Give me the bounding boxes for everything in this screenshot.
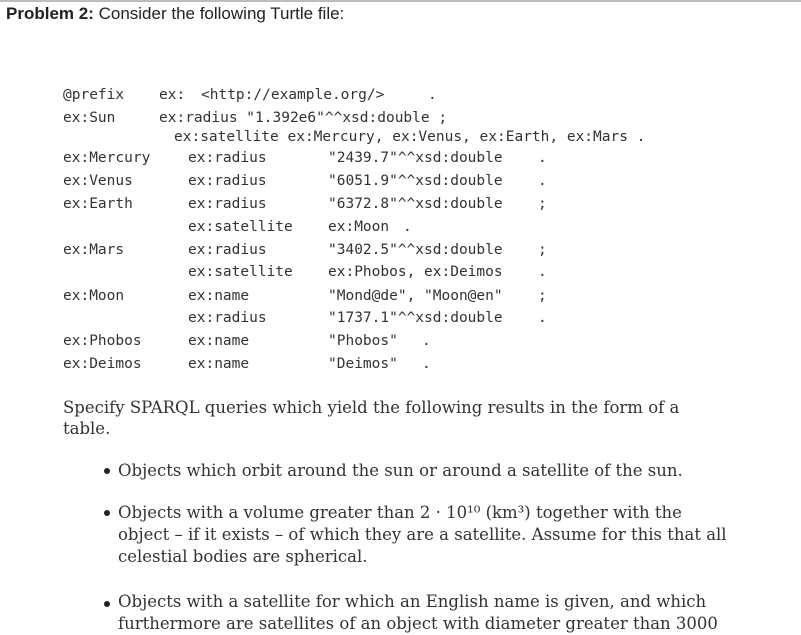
triple-object: "2439.7"^^xsd:double (328, 150, 503, 166)
triple-terminator: . (538, 150, 547, 166)
triple-terminator: . (538, 173, 547, 189)
triple-terminator: . (538, 310, 547, 326)
triple-predicate: ex:satellite (188, 264, 293, 280)
triple-terminator: . (422, 356, 431, 372)
triple-object: ex:Phobos, ex:Deimos (328, 264, 503, 280)
bullet-item-2: Objects with a volume greater than 2 · 10¹⁰ (km³) together with the object – if it exists – of which they are a satellite. Assume for this that all celestial bodies are spherical. (118, 503, 727, 566)
triple-predicate: ex:radius (188, 242, 267, 258)
prefix-name: ex: (159, 87, 186, 103)
sun-radius-line: ex:radius "1.392e6"^^xsd:double ; (159, 110, 448, 126)
triple-terminator: ; (538, 242, 547, 258)
triple-object: "Phobos" (328, 333, 398, 349)
problem-label: Problem 2: (6, 4, 94, 23)
bullet-item-3: Objects with a satellite for which an English name is given, and which furthermore are satellites of an object with diameter greater than 3000 (118, 592, 718, 633)
triple-object: ex:Moon (328, 219, 390, 235)
bullet-item-1: Objects which orbit around the sun or around a satellite of the sun. (118, 461, 683, 480)
bullet-dot (104, 601, 110, 607)
bullet-dot (104, 510, 110, 516)
bullet-dot (104, 468, 110, 474)
triple-predicate: ex:radius (188, 310, 267, 326)
triple-subject: ex:Earth (63, 196, 133, 212)
triple-object: "1737.1"^^xsd:double (328, 310, 503, 326)
triple-predicate: ex:name (188, 288, 250, 304)
triple-object: "3402.5"^^xsd:double (328, 242, 503, 258)
triple-predicate: ex:name (188, 333, 250, 349)
triple-subject: ex:Venus (63, 173, 133, 189)
triple-subject: ex:Phobos (63, 333, 142, 349)
triple-predicate: ex:radius (188, 196, 267, 212)
prefix-keyword: @prefix (63, 87, 125, 103)
triple-object: "Mond@de", "Moon@en" (328, 288, 503, 304)
triple-subject: ex:Deimos (63, 356, 142, 372)
prefix-terminator: . (428, 87, 437, 103)
triple-object: "6372.8"^^xsd:double (328, 196, 503, 212)
triple-object: "Deimos" (328, 356, 398, 372)
problem-text: Consider the following Turtle file: (98, 4, 345, 23)
triple-terminator: ; (538, 288, 547, 304)
triple-terminator: ; (538, 196, 547, 212)
triple-terminator: . (422, 333, 431, 349)
triple-object: "6051.9"^^xsd:double (328, 173, 503, 189)
triple-predicate: ex:satellite (188, 219, 293, 235)
sun-subject: ex:Sun (63, 110, 116, 126)
intro-paragraph: Specify SPARQL queries which yield the following results in the form of a table. (63, 398, 680, 438)
triple-subject: ex:Mars (63, 242, 125, 258)
triple-terminator: . (403, 219, 412, 235)
triple-predicate: ex:name (188, 356, 250, 372)
triple-subject: ex:Mercury (63, 150, 151, 166)
sun-satellite-line: ex:satellite ex:Mercury, ex:Venus, ex:Earth, ex:Mars . (174, 129, 646, 145)
triple-predicate: ex:radius (188, 173, 267, 189)
triple-subject: ex:Moon (63, 288, 125, 304)
triple-predicate: ex:radius (188, 150, 267, 166)
triple-terminator: . (538, 264, 547, 280)
prefix-iri: <http://example.org/> (201, 87, 385, 103)
